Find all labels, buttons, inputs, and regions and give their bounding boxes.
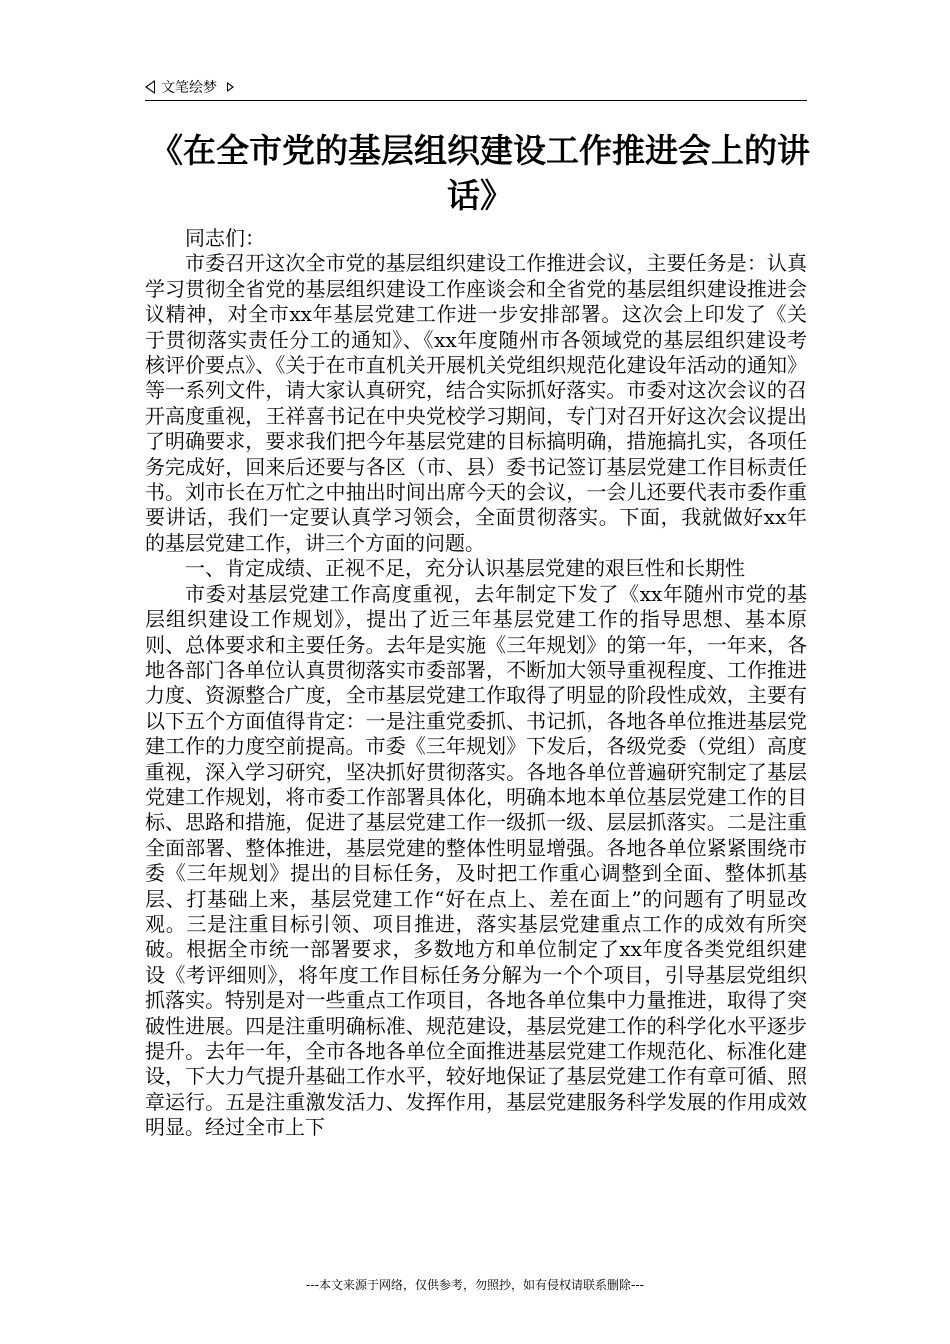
- paragraph: 市委召开这次全市党的基层组织建设工作推进会议，主要任务是：认真学习贯彻全省党的基层组织建设工作座谈会和全省党的基层组织建设推进会议精神，对全市xx年基层党建工作进一步安排部署。这次会上印发了《关于贯彻落实责任分工的通知》、《xx年度随州市各领域党的基层组织建设考核评价要点》、《关于在市直机关开展机关党组织规范化建设年活动的通知》等一系列文件，请大家认真研究，结合实际抓好落实。市委对这次会议的召开高度重视，王祥喜书记在中央党校学习期间，专门对召开好这次会议提出了明确要求，要求我们把今年基层党建的目标搞明确，措施搞扎实，各项任务完成好，回来后还要与各区（市、县）委书记签订基层党建工作目标责任书。刘市长在万忙之中抽出时间出席今天的会议，一会儿还要代表市委作重要讲话，我们一定要认真学习领会，全面贯彻落实。下面，我就做好xx年的基层党建工作，讲三个方面的问题。: [145, 251, 807, 555]
- triangle-right-icon: [227, 82, 234, 92]
- section-heading: 一、肯定成绩、正视不足，充分认识基层党建的艰巨性和长期性: [185, 556, 745, 581]
- paragraph-greeting: 同志们：: [185, 226, 265, 250]
- document-body: [145, 226, 807, 1141]
- triangle-left-icon: [145, 80, 155, 94]
- header-label: 文笔绘梦: [161, 80, 217, 96]
- paragraph: 市委对基层党建工作高度重视，去年制定下发了《xx年随州市党的基层组织建设工作规划》，提出了近三年基层党建工作的指导思想、基本原则、总体要求和主要任务。去年是实施《三年规划》的第一年，一年来，各地各部门各单位认真贯彻落实市委部署，不断加大领导重视程度、工作推进力度、资源整合广度，全市基层党建工作取得了明显的阶段性成效，主要有以下五个方面值得肯定：一是注重党委抓、书记抓，各地各单位推进基层党建工作的力度空前提高。市委《三年规划》下发后，各级党委（党组）高度重视，深入学习研究，坚决抓好贯彻落实。各地各单位普遍研究制定了基层党建工作规划，将市委工作部署具体化，明确本地本单位基层党建工作的目标、思路和措施，促进了基层党建工作一级抓一级、层层抓落实。二是注重全面部署、整体推进，基层党建的整体性明显增强。各地各单位紧紧围绕市委《三年规划》提出的目标任务，及时把工作重心调整到全面、整体抓基层、打基础上来，基层党建工作“好在点上、差在面上”的问题有了明显改观。三是注重目标引领、项目推进，落实基层党建重点工作的成效有所突破。根据全市统一部署要求，多数地方和单位制定了xx年度各类党组织建设《考评细则》，将年度工作目标任务分解为一个个项目，引导基层党组织抓落实。特别是对一些重点工作项目，各地各单位集中力量推进，取得了突破性进展。四是注重明确标准、规范建设，基层党建工作的科学化水平逐步提升。去年一年，全市各地各单位全面推进基层党建工作规范化、标准化建设，下大力气提升基础工作水平，较好地保证了基层党建工作有章可循、照章运行。五是注重激发活力、发挥作用，基层党建服务科学发展的作用成效明显。经过全市上下: [145, 581, 807, 1140]
- header: [145, 76, 807, 98]
- header-rule: [145, 100, 807, 101]
- document-title: 《在全市党的基层组织建设工作推进会上的讲话》: [150, 131, 810, 215]
- footer-disclaimer: ---本文来源于网络，仅供参考，勿照抄，如有侵权请联系删除---: [306, 1278, 644, 1292]
